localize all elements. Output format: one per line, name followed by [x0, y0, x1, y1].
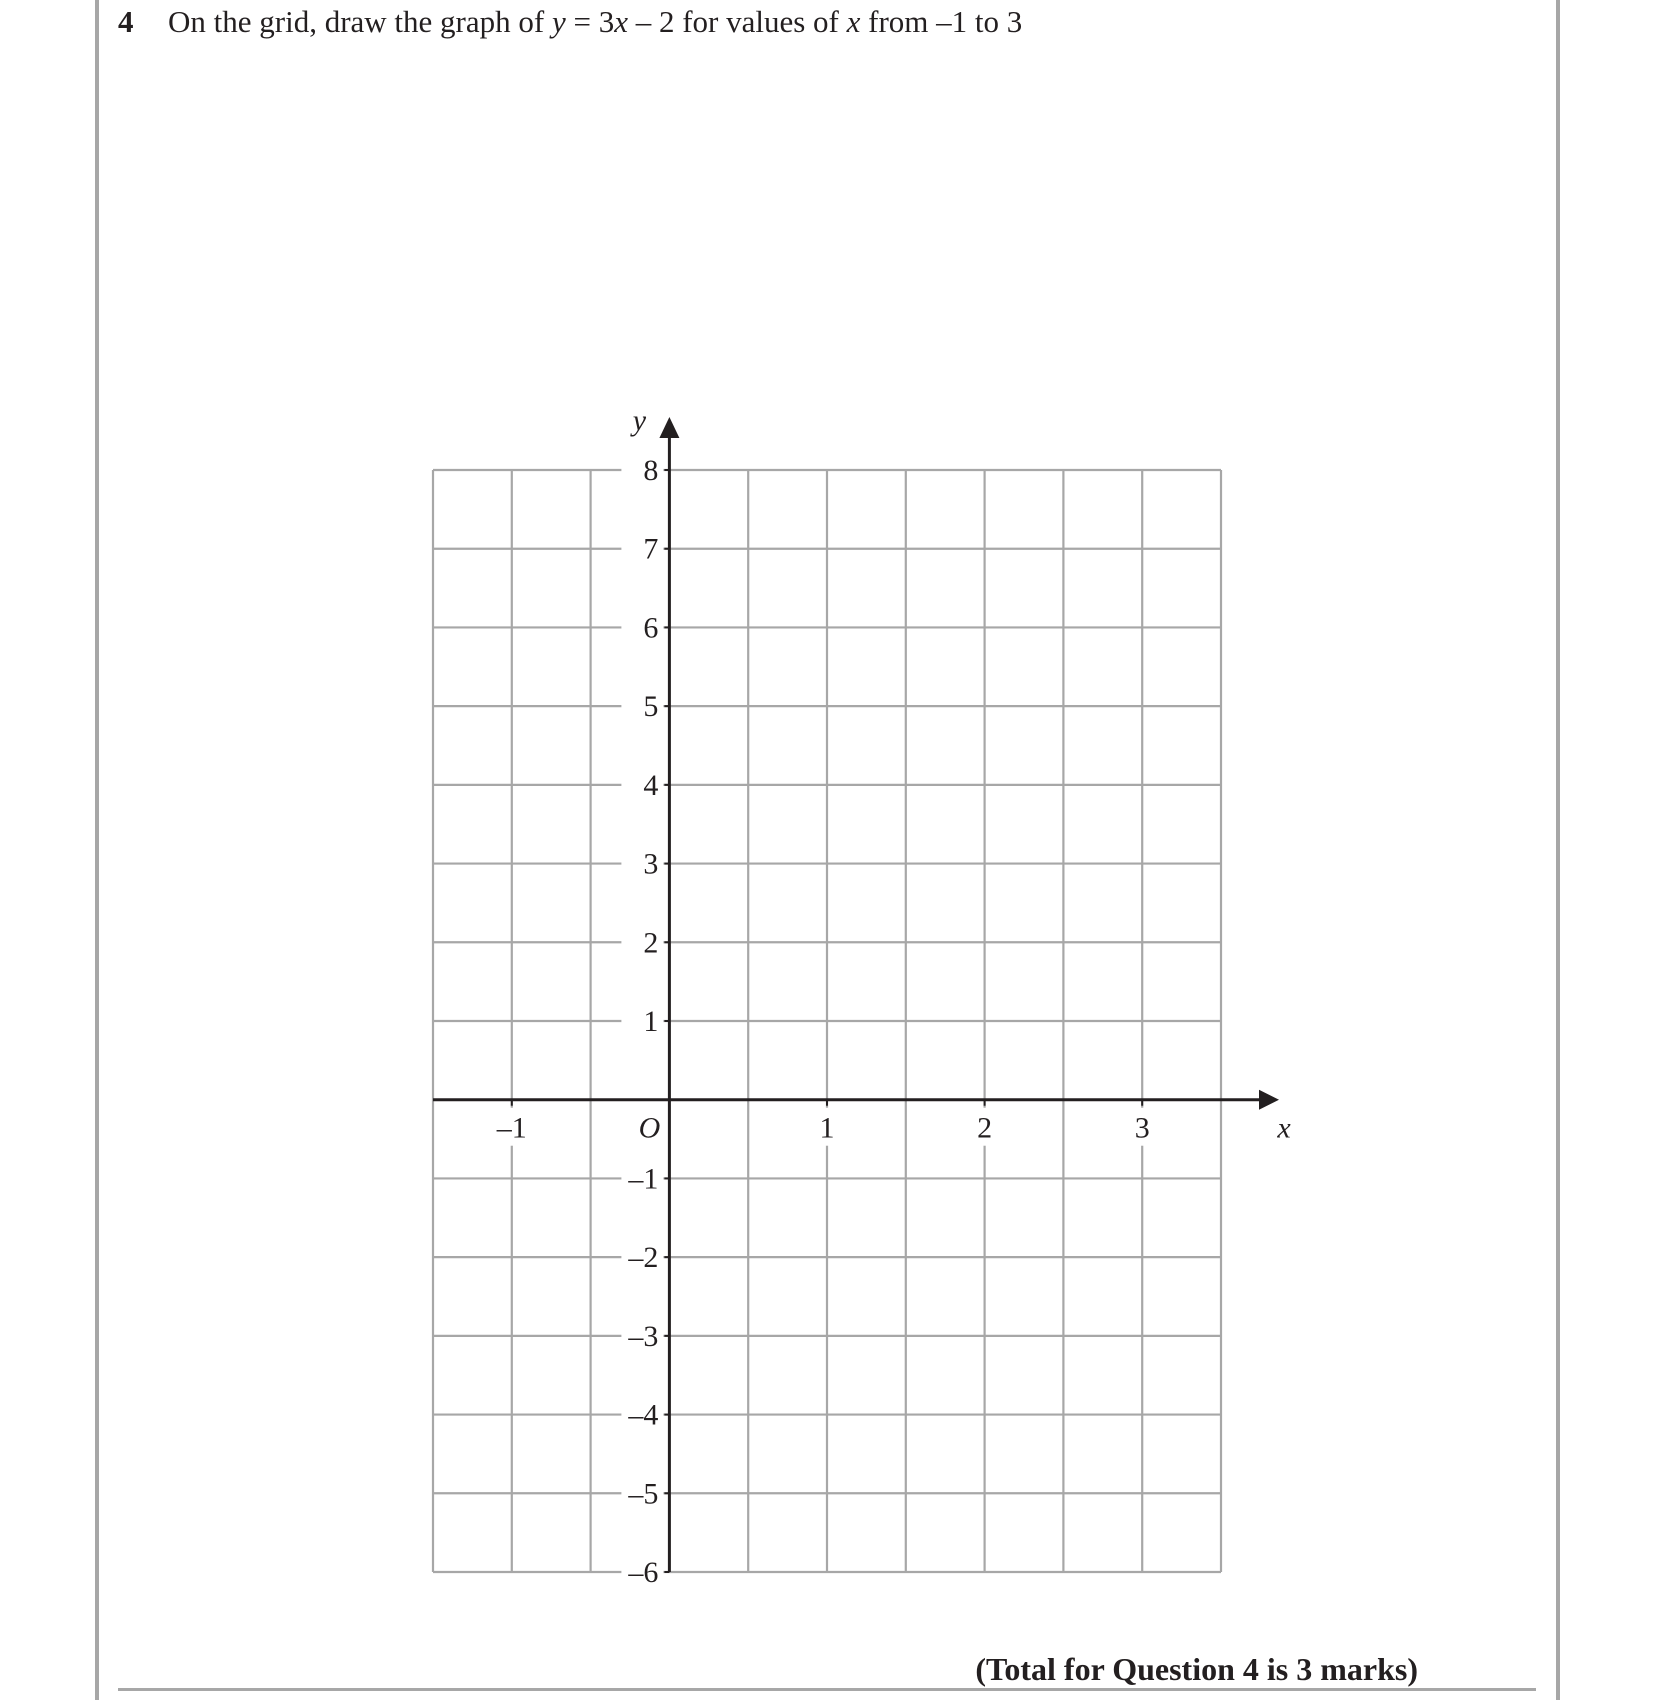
y-tick-label: 6	[643, 611, 659, 645]
x-tick-label: 3	[1134, 1111, 1150, 1145]
total-marks: (Total for Question 4 is 3 marks)	[975, 1651, 1418, 1687]
x-axis-label: x	[1277, 1111, 1291, 1145]
y-tick-label: –4	[628, 1398, 659, 1432]
x-tick-label: –1	[496, 1111, 527, 1145]
y-axis-label: y	[632, 404, 647, 437]
y-axis-arrow	[659, 417, 679, 438]
y-tick-label: –2	[628, 1241, 659, 1275]
y-tick-label: 3	[643, 847, 659, 881]
y-tick-label: 1	[643, 1005, 659, 1038]
bottom-rule	[118, 1688, 1536, 1691]
y-tick-label: –6	[628, 1556, 659, 1589]
x-tick-label: 1	[819, 1111, 835, 1145]
question-text-part: from –1 to 3	[860, 4, 1023, 39]
y-tick-label: 8	[643, 454, 659, 487]
x-tick-label: 2	[977, 1111, 993, 1145]
question-number: 4	[118, 4, 134, 39]
y-tick-label: 7	[643, 532, 659, 566]
x-axis-arrow	[1259, 1090, 1279, 1110]
question-text-part: = 3	[565, 4, 615, 39]
y-tick-label: –5	[628, 1477, 659, 1511]
y-tick-label: –3	[628, 1319, 659, 1353]
question-var-x: x	[614, 4, 628, 39]
question-text-part: On the grid, draw the graph of	[168, 4, 552, 39]
y-tick-label: –1	[628, 1162, 659, 1196]
y-tick-label: 5	[643, 690, 659, 724]
origin-label: O	[638, 1111, 661, 1145]
y-tick-label: 4	[643, 768, 659, 802]
question-var-y: y	[551, 4, 566, 39]
question-text-part: – 2 for values of	[627, 4, 847, 39]
y-tick-label: 2	[643, 926, 659, 960]
question-var-x: x	[846, 4, 861, 39]
